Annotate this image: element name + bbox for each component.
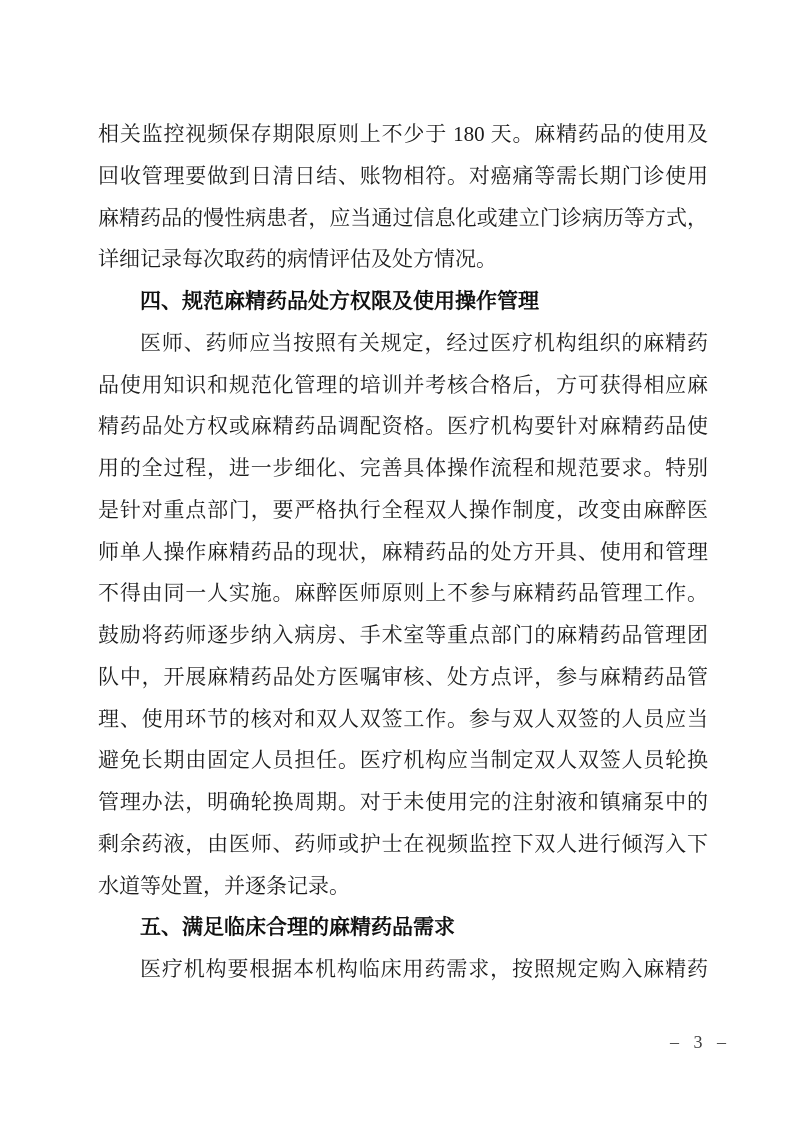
body-line: 管理办法，明确轮换周期。对于未使用完的注射液和镇痛泵中的 — [98, 790, 708, 814]
body-line: 鼓励将药师逐步纳入病房、手术室等重点部门的麻精药品管理团 — [98, 623, 708, 647]
body-line: 麻精药品的慢性病患者，应当通过信息化或建立门诊病历等方式， — [98, 205, 708, 230]
section-heading: 四、规范麻精药品处方权限及使用操作管理 — [140, 290, 539, 313]
body-line: 回收管理要做到日清日结、账物相符。对癌痛等需长期门诊使用 — [98, 163, 708, 188]
body-line: 是针对重点部门，要严格执行全程双人操作制度，改变由麻醉医 — [98, 497, 708, 522]
body-line: 水道等处置，并逐条记录。 — [98, 873, 350, 898]
section-heading: 五、满足临床合理的麻精药品需求 — [140, 916, 455, 940]
body-line: 用的全过程，进一步细化、完善具体操作流程和规范要求。特别 — [98, 456, 708, 480]
body-line: 精药品处方权或麻精药品调配资格。医疗机构要针对麻精药品使 — [98, 414, 708, 439]
body-line: 师单人操作麻精药品的现状，麻精药品的处方开具、使用和管理 — [98, 539, 708, 564]
page-number: – 3 – — [670, 1032, 731, 1052]
body-line: 详细记录每次取药的病情评估及处方情况。 — [98, 247, 497, 272]
body-line: 医师、药师应当按照有关规定，经过医疗机构组织的麻精药 — [140, 330, 708, 355]
body-line: 医疗机构要根据本机构临床用药需求，按照规定购入麻精药 — [140, 957, 708, 981]
body-line: 品使用知识和规范化管理的培训并考核合格后，方可获得相应麻 — [98, 372, 708, 397]
body-line: 队中，开展麻精药品处方医嘱审核、处方点评，参与麻精药品管 — [98, 664, 708, 689]
body-line: 剩余药液，由医师、药师或护士在视频监控下双人进行倾泻入下 — [98, 831, 708, 856]
body-line: 相关监控视频保存期限原则上不少于 180 天。麻精药品的使用及 — [98, 122, 708, 146]
body-line: 理、使用环节的核对和双人双签工作。参与双人双签的人员应当 — [98, 706, 708, 731]
document-body — [98, 114, 708, 991]
body-line: 不得由同一人实施。麻醉医师原则上不参与麻精药品管理工作。 — [98, 581, 708, 606]
body-line: 避免长期由固定人员担任。医疗机构应当制定双人双签人员轮换 — [98, 748, 708, 773]
